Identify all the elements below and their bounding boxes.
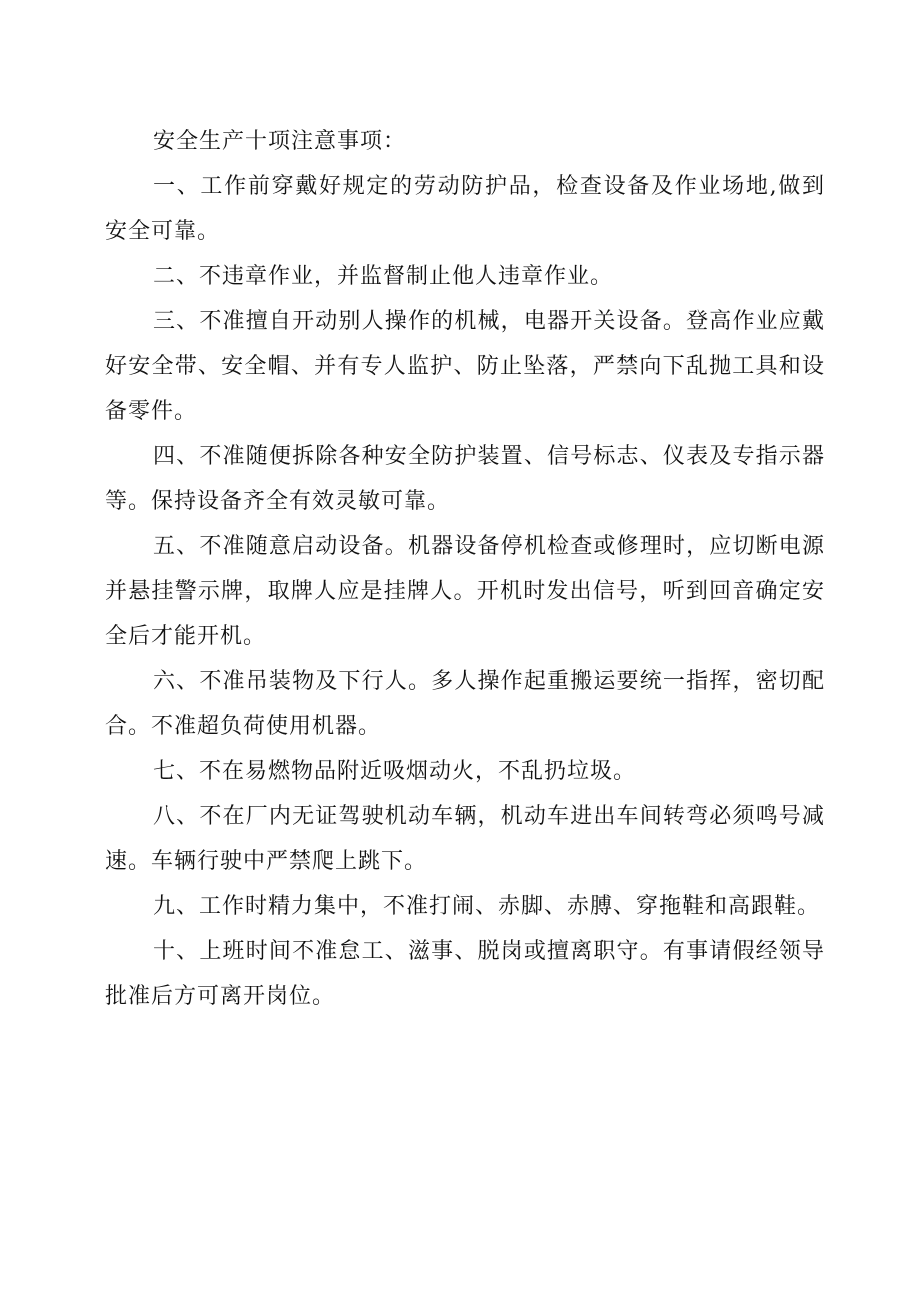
rule-item-1: 一、工作前穿戴好规定的劳动防护品，检查设备及作业场地,做到安全可靠。 — [105, 174, 825, 244]
rule-item-5: 五、不准随意启动设备。机器设备停机检查或修理时，应切断电源并悬挂警示牌，取牌人应是挂牌人。开机时发出信号，听到回音确定安全后才能开机。 — [105, 534, 825, 649]
rule-item-2: 二、不违章作业，并监督制止他人违章作业。 — [153, 264, 614, 289]
rule-item-8: 八、不在厂内无证驾驶机动车辆，机动车进出车间转弯必须鸣号减速。车辆行驶中严禁爬上跳下。 — [105, 804, 825, 874]
document-body — [105, 119, 825, 1019]
rule-item-6: 六、不准吊装物及下行人。多人操作起重搬运要统一指挥，密切配合。不准超负荷使用机器。 — [105, 669, 825, 739]
rule-item-3: 三、不准擅自开动别人操作的机械，电器开关设备。登高作业应戴好安全带、安全帽、并有专人监护、防止坠落，严禁向下乱抛工具和设备零件。 — [105, 309, 825, 424]
rule-item-10: 十、上班时间不准怠工、滋事、脱岗或擅离职守。有事请假经领导批准后方可离开岗位。 — [105, 939, 825, 1009]
rule-item-7: 七、不在易燃物品附近吸烟动火，不乱扔垃圾。 — [153, 759, 637, 784]
rule-item-4: 四、不准随便拆除各种安全防护装置、信号标志、仪表及专指示器等。保持设备齐全有效灵敏可靠。 — [105, 444, 825, 514]
document-title: 安全生产十项注意事项： — [153, 129, 407, 154]
rule-item-9: 九、工作时精力集中，不准打闹、赤脚、赤膊、穿拖鞋和高跟鞋。 — [153, 894, 821, 919]
